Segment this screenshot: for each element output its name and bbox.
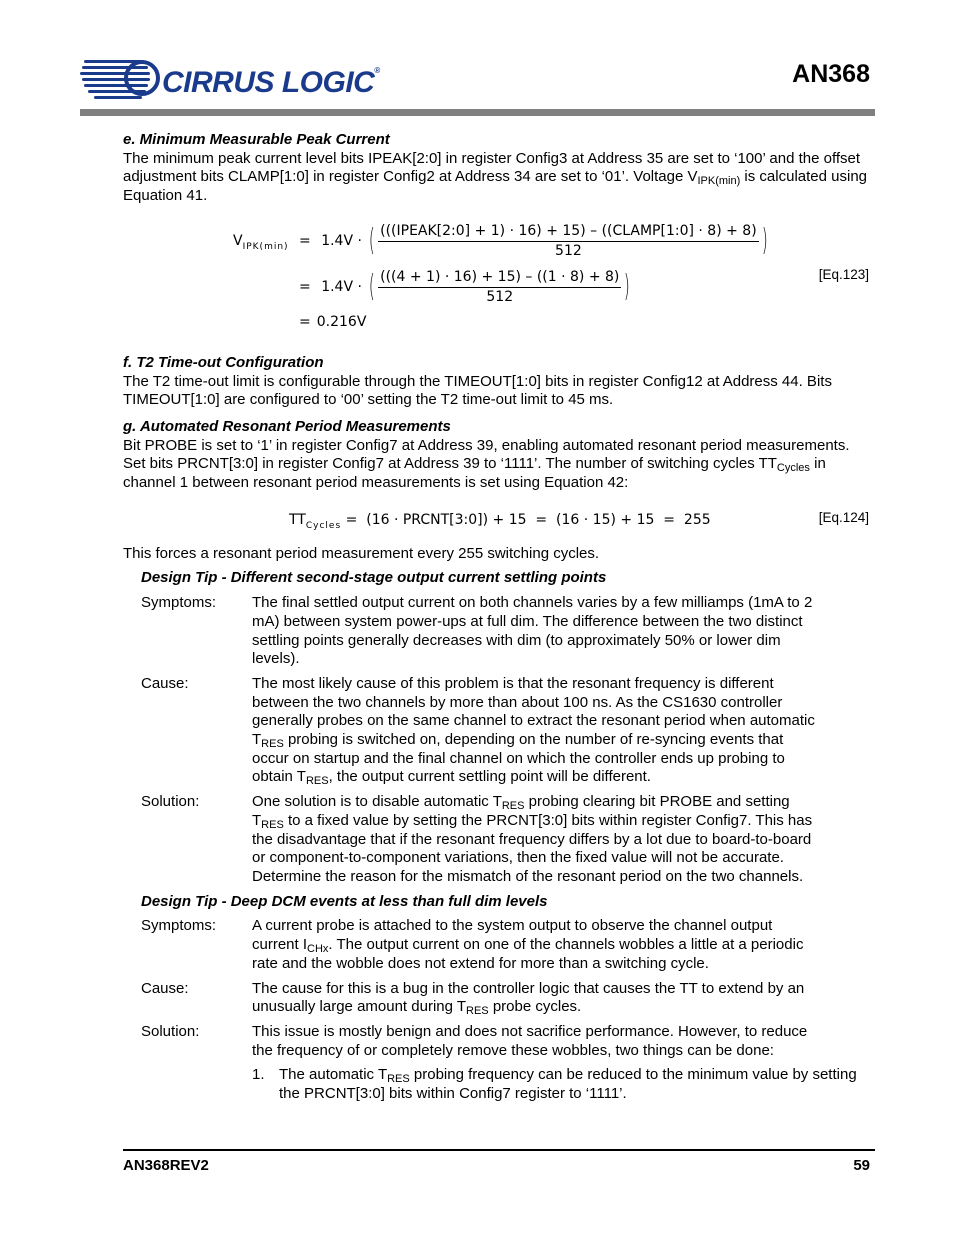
- design-tip-2-solution: Solution: This issue is mostly benign and does not sacrifice performance. However, to reduce the frequency of or completely remove these wobbles, two things can be done:: [141, 1022, 808, 1059]
- section-g-paragraph-2: This forces a resonant period measurement every 255 switching cycles.: [123, 544, 600, 562]
- design-tip-2-title: Design Tip - Deep DCM events at less than full dim levels: [141, 892, 548, 910]
- design-tip-1-cause: Cause: The most likely cause of this problem is that the resonant frequency is different between the two channels by more than about 100 ns. As the CS1630 controller generally probes on the same channel to extract the resonant period when automatic $T_{RES}$ probing is switched on, depending on the number of re-syncing events that occur on startup and the final channel on which the controller ends up probing to obtain $T_{RES}$, the output current settling point will be different.: [141, 674, 815, 788]
- equation-fraction-1: $\frac{\text{(((IPEAK[2:0] + 1) · 16) + 15) – ((CLAMP[1:0] · 8) + 8)}}{512}$: [380, 222, 757, 259]
- section-e-title: e. Minimum Measurable Peak Current: [123, 131, 390, 148]
- logo-text: CIRRUS LOGIC: [162, 66, 375, 99]
- equation-result: 0.216V: [316, 313, 367, 330]
- equation-tag: [Eq.123]: [818, 266, 869, 282]
- section-f-paragraph: The T2 time-out limit is configurable through the TIMEOUT[1:0] bits in register Config12 at Address 44. Bits TIMEOUT[1:0] are configured to ‘00’ setting the T2 time-out limit to 45 ms.: [123, 372, 832, 409]
- equation-123: $V_{IPK(min)} = 1.4V$ · ( $\frac{\text{(((IPEAK[2:0] + 1) · 16) + 15) – ((CLAMP[1:0] · 8) + 8)}}{512}$ ) = 1.4V · ( $\frac{(((4 + 1) \cdot 16) + 15) - ((1 \cdot 8) + 8)}{512}$ ) [Eq.123] = 0.216V: [233, 222, 869, 330]
- section-g-title: g. Automated Resonant Period Measurements: [123, 417, 451, 435]
- equation-124: $TT_{Cycles} = (16$ · PRCNT[3:0]) + 15 = (16 · 15) + 15 = 255 [Eq.124]: [289, 509, 869, 531]
- document-id: AN368: [792, 60, 870, 88]
- cirrus-logic-logo: [80, 52, 380, 108]
- document-revision: AN368REV2: [123, 1157, 209, 1174]
- section-e-paragraph: The minimum peak current level bits IPEAK[2:0] in register Config3 at Address 35 are set to ‘100’ and the offset adjustment bits CLAMP[1:0] in register Config2 at Address 34 are set to ‘01’. Voltage $V_{IPK(min)}$ is calculated using Equation 41.: [123, 149, 868, 205]
- design-tip-2-symptoms: Symptoms: A current probe is attached to the system output to observe the channel output current $I_{CHx}$. The output current on one of the channels wobbles a little at a periodic rate and the wobble does not extend for more than a switching cycle.: [141, 917, 804, 972]
- design-tip-2-cause: Cause: The cause for this is a bug in the controller logic that causes the TT to extend by an unusually large amount during $T_{RES}$ probe cycles.: [141, 979, 805, 1018]
- design-tip-1-title: Design Tip - Different second-stage output current settling points: [141, 569, 607, 587]
- equation-tag: [Eq.124]: [818, 509, 869, 525]
- section-g-paragraph: Bit PROBE is set to ‘1’ in register Config7 at Address 39, enabling automated resonant period measurements. Set bits PRCNT[3:0] in register Config7 at Address 39 to ‘1111’. The number of switching cycles $TT_{Cycles}$ in channel 1 between resonant period measurements is set using Equation 42:: [123, 436, 850, 492]
- logo-swoosh-icon: [80, 52, 160, 108]
- header-bar: [80, 109, 875, 116]
- registered-mark: ®: [374, 66, 380, 75]
- design-tip-1-solution: Solution: One solution is to disable automatic $T_{RES}$ probing clearing bit PROBE and setting $T_{RES}$ to a fixed value by setting the PRCNT[3:0] bits within register Config7. This has the disadvantage that if the resonant frequency differs by a lot due to board-to-board or component-to-component variations, then the fixed value will not be accurate. Determine the reason for the mismatch of the resonant period on the two channels.: [141, 793, 813, 885]
- section-f-title: f. T2 Time-out Configuration: [123, 353, 324, 371]
- page-number: 59: [853, 1157, 870, 1174]
- footer-rule: [123, 1149, 875, 1151]
- list-item: 1. The automatic $T_{RES}$ probing frequency can be reduced to the minimum value by setting the PRCNT[3:0] bits within Config7 register to ‘1111’.: [252, 1066, 857, 1103]
- equation-fraction-2: $\frac{(((4 + 1) \cdot 16) + 15) - ((1 \cdot 8) + 8)}{512}$: [380, 268, 620, 305]
- page-content: [123, 131, 873, 1104]
- design-tip-1-symptoms: Symptoms: The final settled output current on both channels varies by a few milliamps (1mA to 2 mA) between system power-ups at full dim. The difference between the two distinct settling points generally decreases with dim (to approximately 50% or lower dim levels).: [141, 594, 813, 668]
